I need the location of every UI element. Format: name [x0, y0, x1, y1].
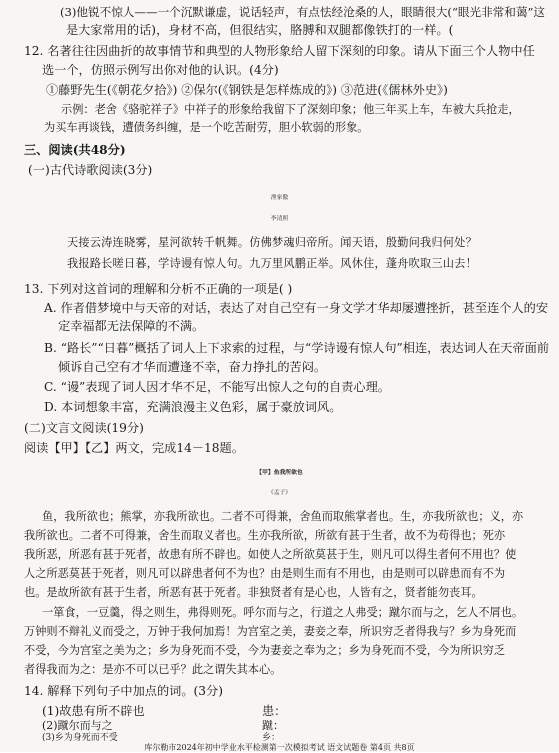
passage-line: 万钟则不辩礼义而受之，万钟于我何加焉！为宫室之美，妻妾之奉，所识穷乏者得我与？乡为身死而 — [24, 625, 517, 638]
question-13-stem: 13. 下列对这首词的理解和分析不正确的一项是( ) — [24, 282, 293, 296]
answer-label: 患： — [262, 704, 287, 718]
option-c: C. “谩”表现了词人因才华不足，不能写出惊人之句的自责心理。 — [44, 380, 390, 394]
passage-line: 也。是故所欲有甚于生者，所恶有甚于死者。非独贤者有是心也，人皆有之，贤者能勿丧耳。 — [24, 586, 483, 599]
question-14-item: (1)故患有所不辟也 — [42, 704, 145, 718]
text-line: 是大家常用的话)，身材不高，但很结实，胳膊和双腿都像铁打的一样。( — [66, 23, 454, 37]
passage-line: 一箪食，一豆羹，得之则生，弗得则死。呼尔而与之，行道之人弗受；蹴尔而与之，乞人不屑也。 — [42, 606, 524, 619]
question-12-options: ①藤野先生(《朝花夕拾》) ②保尔(《钢铁是怎样炼成的》) ③范进(《儒林外史》) — [46, 83, 448, 97]
answer-label: 蹴： — [262, 719, 284, 732]
subsection-heading: (一)古代诗歌阅读(3分) — [28, 163, 153, 177]
question-12-stem: 12. 名著往往因曲折的故事情节和典型的人物形象给人留下深刻的印象。请从下面三个人物中任 — [24, 44, 535, 58]
page-footer: 库尔勒市2024年初中学业水平检测第一次模拟考试 语文试题卷 第4页 共8页 — [144, 743, 415, 752]
text-line: 定幸福都无法保障的不满。 — [58, 319, 205, 333]
poem-title: 渔家傲 — [270, 195, 289, 201]
option-b: B. “路长”“日暮”概括了词人上下求索的过程，与“学诗谩有惊人句”相连，表达词人在天帝面前 — [44, 341, 550, 355]
example-text: 示例：老舍《骆驼祥子》中祥子的形象给我留下了深刻印象；他三年买上车，车被大兵抢走， — [61, 103, 520, 116]
passage-line: 者得我而为之：是亦不可以已乎？此之谓失其本心。 — [24, 663, 282, 676]
passage-line: 人之所恶莫甚于死者，则凡可以辟患者何不为也？由是则生而有不用也，由是则可以辟患而有不为 — [24, 567, 506, 580]
passage-line: 我所恶，所恶有甚于死者，故患有所不辟也。如使人之所欲莫甚于生，则凡可以得生者何不用也？使 — [24, 548, 517, 561]
option-a: A. 作者借梦境中与天帝的对话，表达了对自己空有一身文学才华却屡遭挫折，甚至连个人的安 — [44, 301, 549, 315]
answer-label: 乡： — [262, 733, 281, 743]
passage-line: 鱼，我所欲也；熊掌，亦我所欲也。二者不可得兼，舍鱼而取熊掌者也。生，亦我所欲也；义，亦 — [42, 510, 524, 523]
reading-instruction: 阅读【甲】【乙】两文，完成14－18题。 — [24, 441, 244, 455]
poem-line: 我报路长嗟日暮，学诗谩有惊人句。九万里风鹏正举。风休住，蓬舟吹取三山去！ — [67, 257, 477, 270]
passage-title: 【甲】鱼我所欲也 — [256, 470, 303, 476]
passage-line: 我所欲也。二者不可得兼，舍生而取义者也。生亦我所欲，所欲有甚于生者，故不为苟得也；死亦 — [24, 529, 506, 542]
question-14-stem: 14. 解释下列句子中加点的词。(3分) — [24, 684, 223, 698]
option-d: D. 本词想象丰富，充满浪漫主义色彩，属于豪放词风。 — [44, 400, 342, 414]
question-14-item: (2)蹴尔而与之 — [42, 719, 113, 732]
text-line: (3)他锐不惊人——一个沉默谦虚，说话轻声，有点怯经沧桑的人，眼睛很大(“眼光非常和蔼”这 — [60, 5, 545, 19]
example-text: 为买车再谈钱，遭债务纠缠，是一个吃苦耐劳，胆小软弱的形象。 — [44, 121, 369, 134]
text-line: 倾诉自己空有才华而遭逢不幸，奋力挣扎的苦闷。 — [58, 360, 327, 374]
question-14-item: (3)乡为身死而不受 — [42, 733, 118, 743]
section-heading: 三、阅读(共48分) — [24, 143, 126, 157]
poem-author: 李清照 — [270, 216, 289, 222]
passage-line: 不受，今为宫室之美为之；乡为身死而不受，今为妻妾之奉为之；乡为身死而不受，今为所识穷乏 — [24, 644, 506, 657]
text-line: 选一个，仿照示例写出你对他的认识。(4分) — [42, 63, 279, 77]
subsection-heading: (二)文言文阅读(19分) — [24, 421, 144, 435]
poem-line: 天接云涛连晓雾，星河欲转千帆舞。仿佛梦魂归帝所。闻天语，殷勤问我归何处？ — [67, 236, 477, 249]
passage-source: 《孟子》 — [267, 490, 292, 496]
